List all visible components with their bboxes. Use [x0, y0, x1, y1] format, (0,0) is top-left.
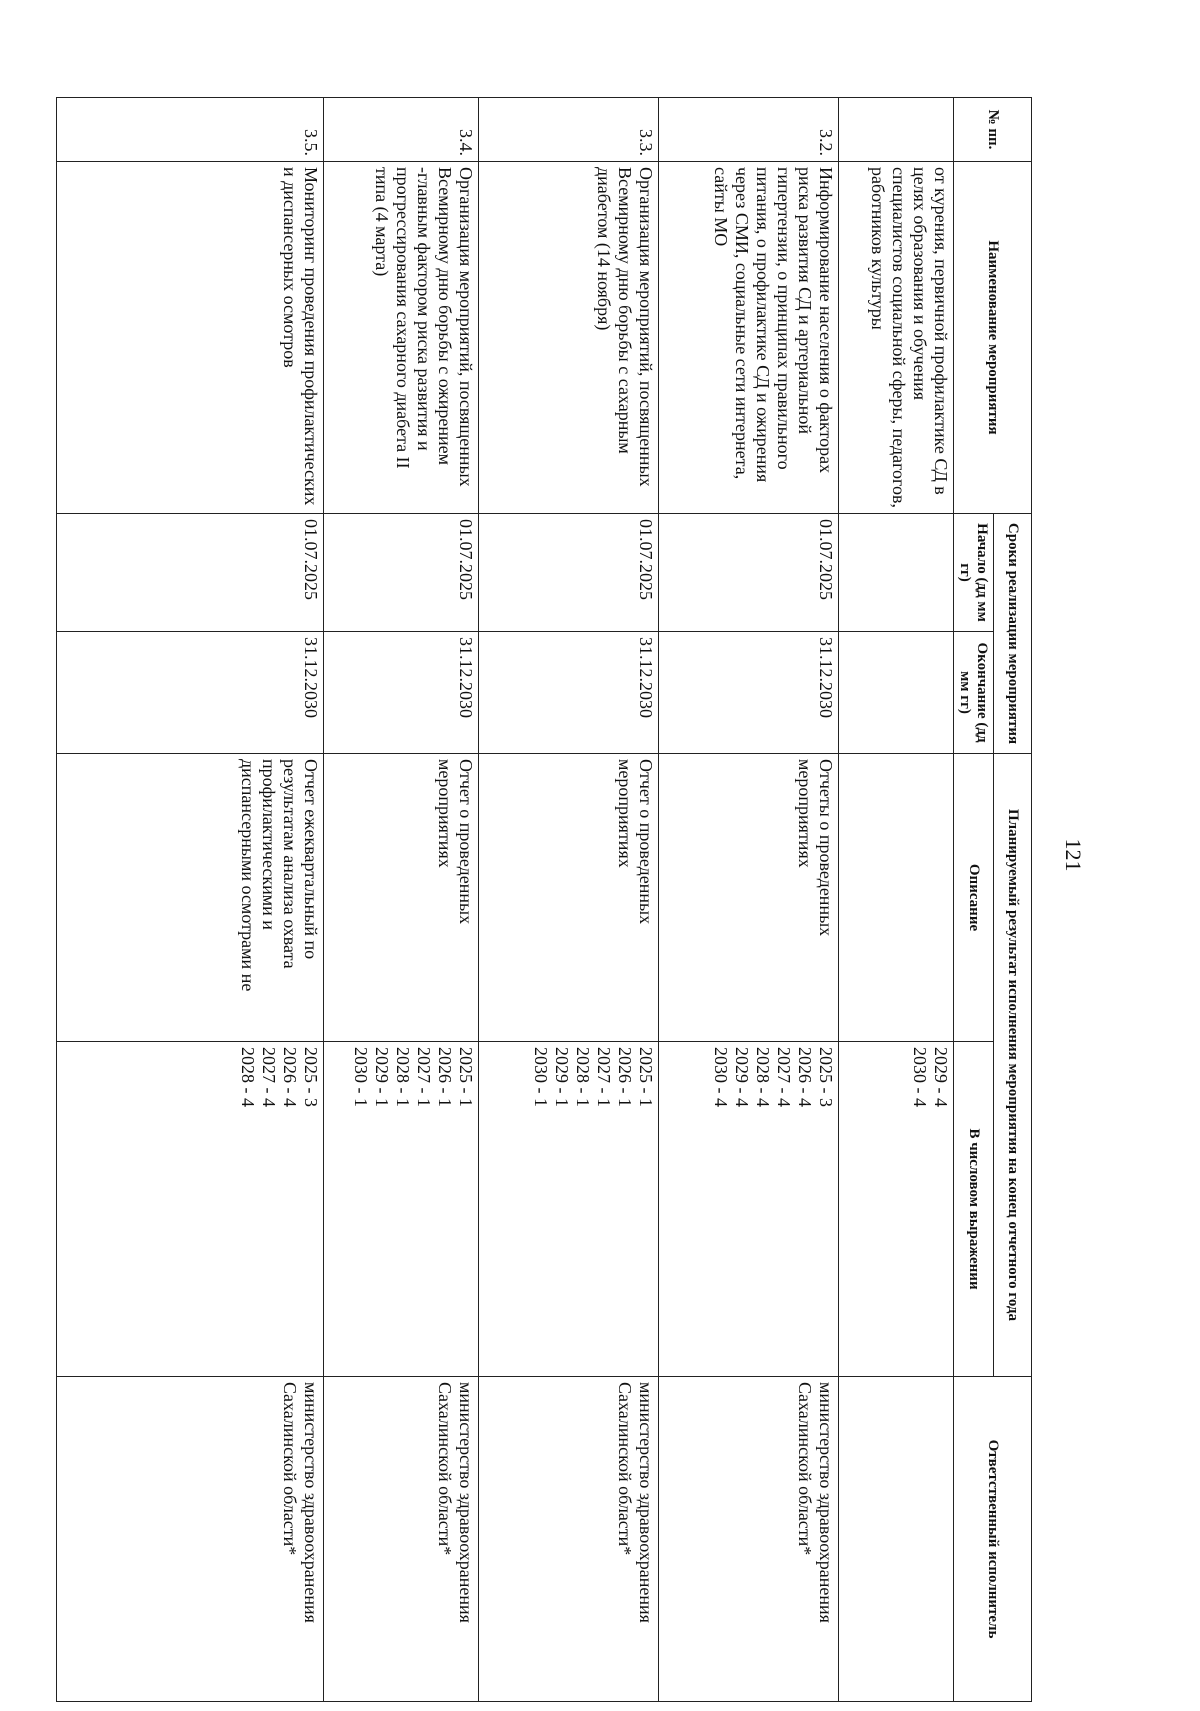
header-num: № пп.: [954, 98, 1032, 162]
cell-num: [839, 98, 954, 162]
cell-num: 3.2.: [659, 98, 839, 162]
cell-end: 31.12.2030: [479, 632, 659, 754]
cell-start: 01.07.2025: [324, 514, 479, 632]
cell-name: Организация мероприятий, посвященных Всемирному дню борьбы с ожирением -главным фактором риска развития и прогрессирования сахарного диабета II типа (4 марта): [324, 162, 479, 514]
cell-description: Отчет ежеквартальный по результатам анализа охвата профилактическими и диспансерными осмотрами не: [57, 754, 324, 1042]
table-row: [324, 98, 479, 1702]
cell-num: 3.4.: [324, 98, 479, 162]
cell-responsible: министерство здравоохранения Сахалинской области*: [57, 1377, 324, 1702]
header-responsible: Ответственный исполнитель: [954, 1377, 1032, 1702]
cell-description: [839, 754, 954, 1042]
cell-numeric: 2025 - 3 2026 - 4 2027 - 4 2028 - 4 2029 - 4 2030 - 4: [659, 1042, 839, 1377]
table-row: [659, 98, 839, 1702]
header-result: Планируемый результат исполнения мероприятия на конец отчетного года: [994, 754, 1032, 1377]
cell-responsible: министерство здравоохранения Сахалинской области*: [324, 1377, 479, 1702]
cell-name: от курения, первичной профилактике СД в целях образования и обучения специалистов социальной сферы, педагогов, работников культуры: [839, 162, 954, 514]
table-row: [57, 98, 324, 1702]
cell-start: [839, 514, 954, 632]
cell-description: Отчеты о проведенных мероприятиях: [659, 754, 839, 1042]
header-end: Окончание (дд мм гг): [954, 632, 994, 754]
cell-responsible: министерство здравоохранения Сахалинской области*: [659, 1377, 839, 1702]
cell-name: Информирование населения о факторах риска развития СД и артериальной гипертензии, о принципах правильного питания, о профилактике СД и ожирения через СМИ, социальные сети интернета, сайты МО: [659, 162, 839, 514]
table-row: [479, 98, 659, 1702]
cell-start: 01.07.2025: [57, 514, 324, 632]
cell-responsible: [839, 1377, 954, 1702]
cell-end: 31.12.2030: [57, 632, 324, 754]
header-timing: Сроки реализации мероприятия: [994, 514, 1032, 754]
header-name: Наименование мероприятия: [954, 162, 1032, 514]
cell-end: 31.12.2030: [659, 632, 839, 754]
cell-numeric: 2025 - 3 2026 - 4 2027 - 4 2028 - 4: [57, 1042, 324, 1377]
cell-description: Отчет о проведенных мероприятиях: [324, 754, 479, 1042]
cell-numeric: 2025 - 1 2026 - 1 2027 - 1 2028 - 1 2029 - 1 2030 - 1: [324, 1042, 479, 1377]
cell-num: 3.5.: [57, 98, 324, 162]
cell-start: 01.07.2025: [479, 514, 659, 632]
page-number: 121: [1061, 838, 1086, 872]
header-description: Описание: [954, 754, 994, 1042]
header-start: Начало (дд мм гг): [954, 514, 994, 632]
cell-end: [839, 632, 954, 754]
cell-name: Мониторинг проведения профилактических и диспансерных осмотров: [57, 162, 324, 514]
cell-end: 31.12.2030: [324, 632, 479, 754]
cell-numeric: 2025 - 1 2026 - 1 2027 - 1 2028 - 1 2029 - 1 2030 - 1: [479, 1042, 659, 1377]
cell-name: Организация мероприятий, посвященных Всемирному дню борьбы с сахарным диабетом (14 ноября): [479, 162, 659, 514]
rotated-table-container: [56, 97, 1032, 1701]
cell-numeric: 2029 - 4 2030 - 4: [839, 1042, 954, 1377]
cell-start: 01.07.2025: [659, 514, 839, 632]
table-row: [839, 98, 954, 1702]
header-numeric: В числовом выражении: [954, 1042, 994, 1377]
cell-num: 3.3.: [479, 98, 659, 162]
measures-table: [56, 97, 1032, 1702]
cell-responsible: министерство здравоохранения Сахалинской области*: [479, 1377, 659, 1702]
cell-description: Отчет о проведенных мероприятиях: [479, 754, 659, 1042]
